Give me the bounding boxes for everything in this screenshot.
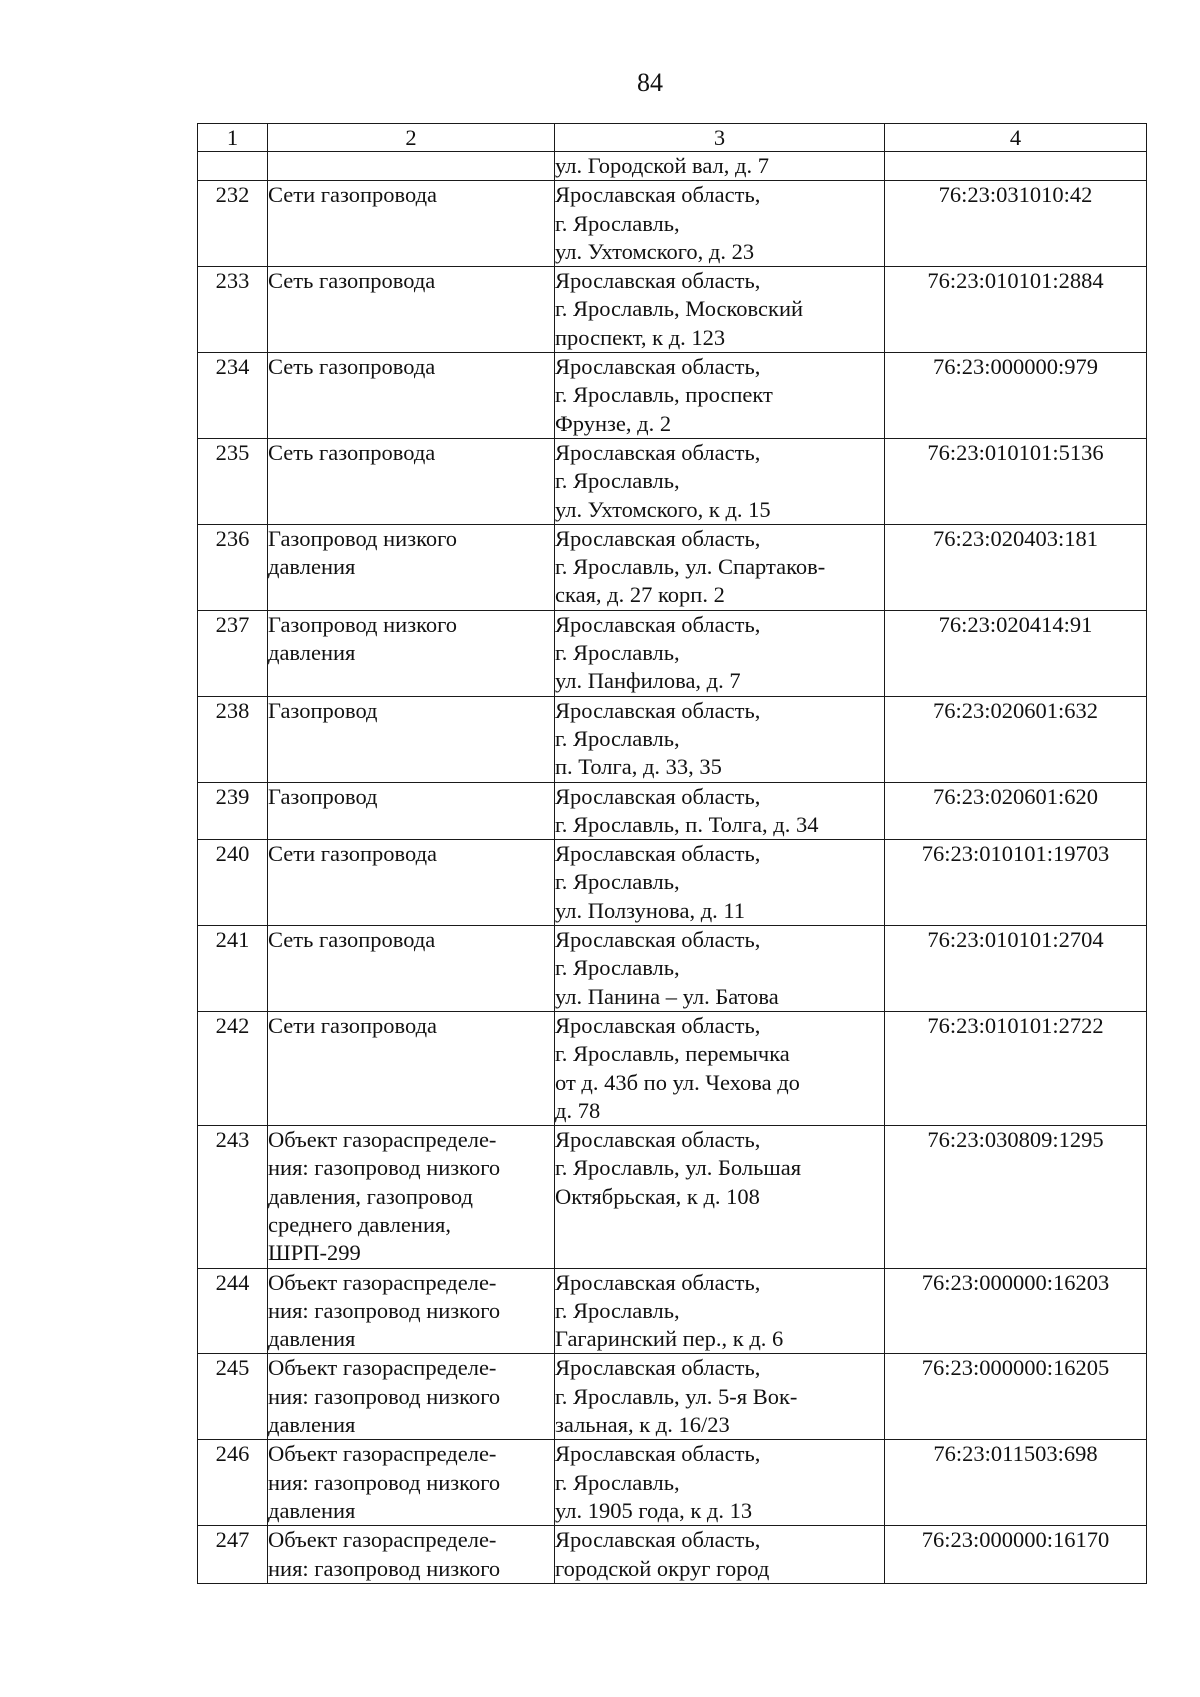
address-line: Ярославская область, [555,525,761,551]
address-line: г. Ярославль, ул. Спартаков- [555,554,826,580]
address-line: г. Ярославль, [555,468,680,494]
cadastral-number-cell: 76:23:000000:979 [885,353,1147,439]
address-line: г. Ярославль, ул. Большая [555,1155,802,1181]
object-name-line: Объект газораспределе- [268,1127,497,1153]
address-line: Ярославская область, [555,1012,761,1038]
object-name-line: среднего давления, [268,1211,451,1237]
object-name-cell [268,1126,555,1268]
row-number-cell: 243 [198,1126,268,1268]
table-row [198,181,1147,267]
address-line: от д. 43б по ул. Чехова до [555,1069,800,1095]
address-line: Ярославская область, [555,783,761,809]
address-cell [555,1526,885,1584]
object-name-line: ния: газопровод низкого [268,1383,501,1409]
address-line: г. Ярославль, [555,1297,680,1323]
address-cell [555,610,885,696]
address-cell [555,438,885,524]
table-row [198,1126,1147,1268]
address-line: Ярославская область, [555,1441,761,1467]
table-row [198,782,1147,840]
address-cell [555,782,885,840]
table-row [198,926,1147,1012]
address-cell [555,1011,885,1125]
object-name-cell [268,926,555,1012]
cadastral-number-cell: 76:23:000000:16203 [885,1268,1147,1354]
address-line: Гагаринский пер., к д. 6 [555,1326,784,1352]
address-line: ул. Панина – ул. Батова [555,983,779,1009]
cadastral-number-cell: 76:23:000000:16170 [885,1526,1147,1584]
object-name-line: давления [268,1497,356,1523]
address-cell [555,1440,885,1526]
row-number-cell: 238 [198,696,268,782]
header-col-3: 3 [555,124,885,152]
object-name-cell [268,181,555,267]
object-name-line: давления [268,640,356,666]
address-line: г. Ярославль, [555,640,680,666]
address-line: Ярославская область, [555,354,761,380]
address-line: Ярославская область, [555,439,761,465]
object-name-line: Объект газораспределе- [268,1269,497,1295]
address-cell [555,1268,885,1354]
object-name-line: ШРП-299 [268,1240,361,1266]
cadastral-number-cell: 76:23:010101:2722 [885,1011,1147,1125]
table-row [198,1440,1147,1526]
cadastral-number-cell: 76:23:030809:1295 [885,1126,1147,1268]
object-name-line: давления, газопровод [268,1183,473,1209]
object-name-cell [268,267,555,353]
address-cell [555,1126,885,1268]
cadastral-number-cell: 76:23:020601:632 [885,696,1147,782]
address-line: ул. Ползунова, д. 11 [555,897,746,923]
object-name-cell [268,1011,555,1125]
table-row [198,1526,1147,1584]
object-name-line: Газопровод [268,783,378,809]
address-line: Ярославская область, [555,611,761,637]
table-row [198,1268,1147,1354]
cadastral-number-cell: 76:23:011503:698 [885,1440,1147,1526]
table-row [198,267,1147,353]
row-number-cell: 245 [198,1354,268,1440]
row-number-cell: 234 [198,353,268,439]
address-line: Ярославская область, [555,182,761,208]
address-cell [555,353,885,439]
table-row [198,840,1147,926]
address-line: Ярославская область, [555,1127,761,1153]
cadastral-number-cell: 76:23:010101:5136 [885,438,1147,524]
address-cell [555,267,885,353]
address-cell [555,696,885,782]
header-col-1: 1 [198,124,268,152]
property-table [197,123,1147,1584]
address-line: ская, д. 27 корп. 2 [555,582,725,608]
header-col-2: 2 [268,124,555,152]
address-line: проспект, к д. 123 [555,324,726,350]
address-line: г. Ярославль, [555,1469,680,1495]
object-name-line: давления [268,1412,356,1438]
table-row [198,1354,1147,1440]
cadastral-number-cell: 76:23:020601:620 [885,782,1147,840]
address-cell [555,1354,885,1440]
object-name-line: ния: газопровод низкого [268,1297,501,1323]
object-name-cell [268,1526,555,1584]
continuation-row [198,152,1147,181]
cadastral-number-cell: 76:23:000000:16205 [885,1354,1147,1440]
row-number-cell: 236 [198,524,268,610]
address-line: Фрунзе, д. 2 [555,410,672,436]
address-line: г. Ярославль, [555,869,680,895]
object-name-line: ния: газопровод низкого [268,1555,501,1581]
address-line: ул. Ухтомского, к д. 15 [555,496,771,522]
continuation-address-cell [555,152,885,181]
row-number-cell: 242 [198,1011,268,1125]
address-line: г. Ярославль, [555,725,680,751]
address-line: Ярославская область, [555,268,761,294]
address-line: Ярославская область, [555,1355,761,1381]
object-name-line: давления [268,554,356,580]
address-line: городской округ город [555,1555,770,1581]
object-name-cell [268,610,555,696]
address-line: ул. 1905 года, к д. 13 [555,1497,753,1523]
address-line: д. 78 [555,1097,601,1123]
object-name-line: Газопровод низкого [268,611,458,637]
object-name-line: Объект газораспределе- [268,1355,497,1381]
object-name-cell [268,438,555,524]
table-row [198,610,1147,696]
address-line: Ярославская область, [555,841,761,867]
address-line: Ярославская область, [555,927,761,953]
address-line: Ярославская область, [555,1527,761,1553]
row-number-cell: 244 [198,1268,268,1354]
object-name-cell [268,353,555,439]
address-line: зальная, к д. 16/23 [555,1412,730,1438]
table-row [198,524,1147,610]
object-name-line: Газопровод [268,697,378,723]
row-number-cell: 241 [198,926,268,1012]
continuation-cadastral-cell [885,152,1147,181]
table-row [198,353,1147,439]
address-line: г. Ярославль, [555,955,680,981]
object-name-line: Объект газораспределе- [268,1441,497,1467]
cadastral-number-cell: 76:23:031010:42 [885,181,1147,267]
address-line: Ярославская область, [555,697,761,723]
continuation-address-line: ул. Городской вал, д. 7 [555,153,769,178]
cadastral-number-cell: 76:23:010101:2884 [885,267,1147,353]
row-number-cell: 246 [198,1440,268,1526]
object-name-line: Объект газораспределе- [268,1527,497,1553]
address-line: г. Ярославль, п. Толга, д. 34 [555,811,819,837]
object-name-line: Газопровод низкого [268,525,458,551]
cadastral-number-cell: 76:23:010101:19703 [885,840,1147,926]
object-name-line: ния: газопровод низкого [268,1155,501,1181]
table-row [198,438,1147,524]
table-body [198,124,1147,1584]
table-row [198,1011,1147,1125]
row-number-cell: 232 [198,181,268,267]
page-number: 84 [637,68,663,97]
object-name-line: Сеть газопровода [268,439,436,465]
address-line: ул. Ухтомского, д. 23 [555,238,755,264]
address-line: г. Ярославль, перемычка [555,1041,790,1067]
object-name-line: давления [268,1326,356,1352]
object-name-line: Сеть газопровода [268,927,436,953]
address-cell [555,524,885,610]
table-header-row [198,124,1147,152]
address-line: г. Ярославль, Московский [555,296,804,322]
continuation-num-cell [198,152,268,181]
header-col-4: 4 [885,124,1147,152]
object-name-line: Сети газопровода [268,1012,438,1038]
address-cell [555,181,885,267]
continuation-name-cell [268,152,555,181]
address-line: ул. Панфилова, д. 7 [555,668,741,694]
object-name-cell [268,782,555,840]
object-name-cell [268,696,555,782]
object-name-cell [268,1354,555,1440]
address-line: г. Ярославль, [555,210,680,236]
object-name-line: Сети газопровода [268,841,438,867]
address-cell [555,926,885,1012]
object-name-line: Сети газопровода [268,182,438,208]
cadastral-number-cell: 76:23:010101:2704 [885,926,1147,1012]
row-number-cell: 235 [198,438,268,524]
address-line: Ярославская область, [555,1269,761,1295]
address-cell [555,840,885,926]
row-number-cell: 247 [198,1526,268,1584]
cadastral-number-cell: 76:23:020414:91 [885,610,1147,696]
address-line: п. Толга, д. 33, 35 [555,754,722,780]
object-name-cell [268,1268,555,1354]
row-number-cell: 237 [198,610,268,696]
row-number-cell: 240 [198,840,268,926]
address-line: г. Ярославль, проспект [555,382,773,408]
object-name-line: Сеть газопровода [268,354,436,380]
row-number-cell: 239 [198,782,268,840]
table-row [198,696,1147,782]
object-name-cell [268,840,555,926]
object-name-line: ния: газопровод низкого [268,1469,501,1495]
address-line: Октябрьская, к д. 108 [555,1183,760,1209]
object-name-cell [268,1440,555,1526]
cadastral-number-cell: 76:23:020403:181 [885,524,1147,610]
address-line: г. Ярославль, ул. 5-я Вок- [555,1383,798,1409]
object-name-line: Сеть газопровода [268,268,436,294]
object-name-cell [268,524,555,610]
row-number-cell: 233 [198,267,268,353]
